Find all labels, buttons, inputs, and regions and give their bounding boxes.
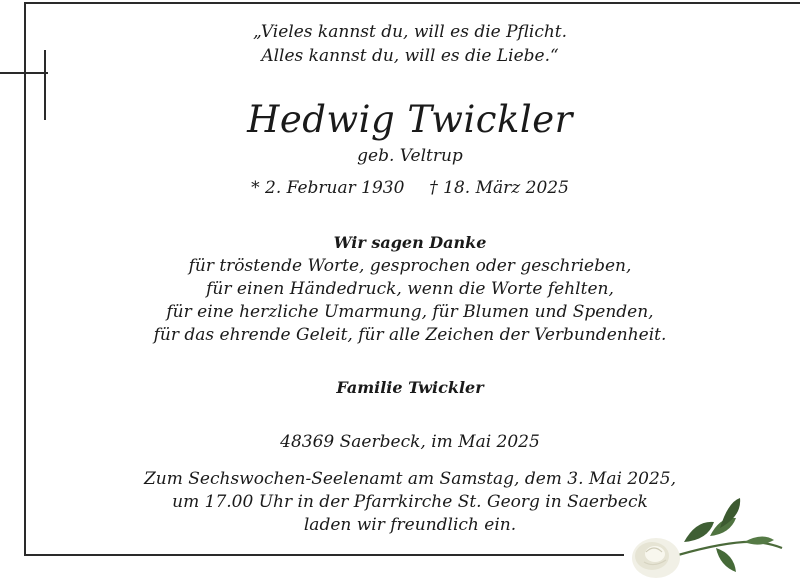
thanks-line-4: für das ehrende Geleit, für alle Zeichen der Verbundenheit. — [153, 325, 667, 345]
life-dates — [0, 178, 800, 198]
family-signature: Familie Twickler — [336, 378, 484, 397]
thanks-heading: Wir sagen Danke — [333, 233, 487, 252]
birth-name: geb. Veltrup — [357, 146, 463, 166]
thanks-line-2: für einen Händedruck, wenn die Worte fehlten, — [206, 279, 614, 299]
service-line-3: laden wir freundlich ein. — [303, 515, 517, 535]
quote-line-2: Alles kannst du, will es die Liebe.“ — [261, 46, 559, 66]
frame-top-border — [24, 2, 800, 4]
deceased-name: Hedwig Twickler — [247, 98, 573, 141]
place-date: 48369 Saerbeck, im Mai 2025 — [280, 432, 540, 452]
birth-date: * 2. Februar 1930 — [251, 178, 405, 198]
white-rose-icon — [624, 492, 800, 580]
quote-line-1: „Vieles kannst du, will es die Pflicht. — [252, 22, 568, 42]
service-line-2: um 17.00 Uhr in der Pfarrkirche St. Georg in Saerbeck — [172, 492, 648, 512]
death-date: † 18. März 2025 — [429, 178, 569, 198]
frame-bottom-border — [24, 554, 624, 556]
thanks-line-3: für eine herzliche Umarmung, für Blumen und Spenden, — [166, 302, 654, 322]
thanks-line-1: für tröstende Worte, gesprochen oder geschrieben, — [188, 256, 632, 276]
service-line-1: Zum Sechswochen-Seelenamt am Samstag, dem 3. Mai 2025, — [144, 469, 676, 489]
